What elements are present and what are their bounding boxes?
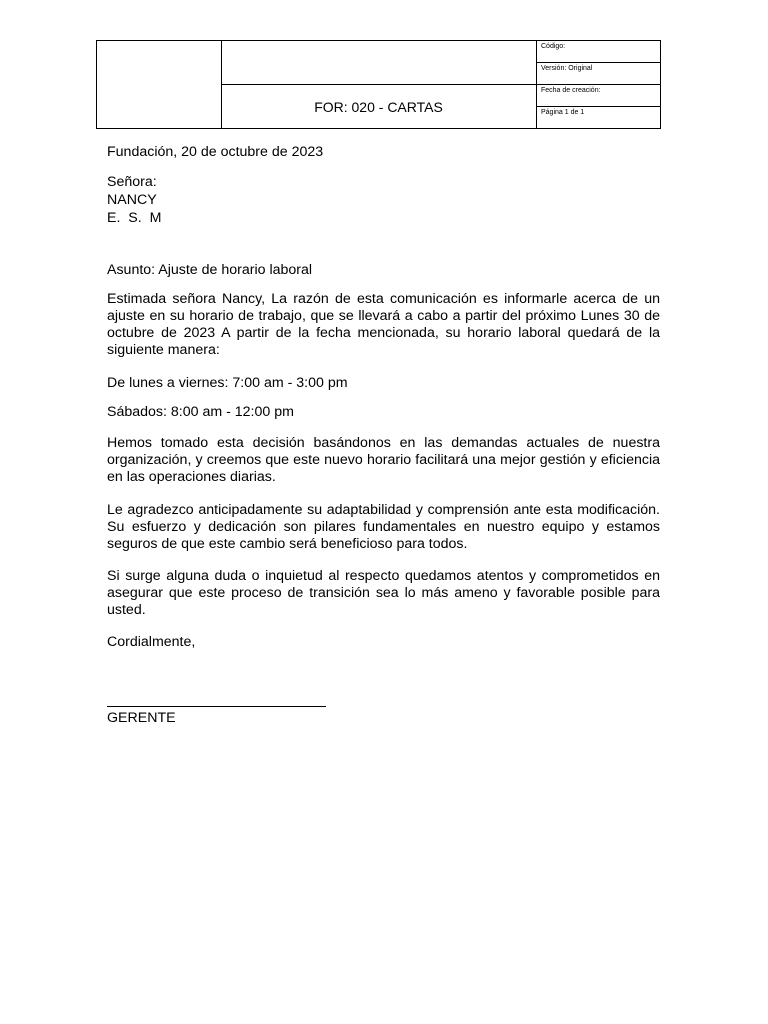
codigo-label: Código: <box>537 41 660 63</box>
logo-cell <box>97 41 222 128</box>
header-blank-cell <box>221 41 537 85</box>
fecha-creacion-label: Fecha de creación: <box>537 85 660 107</box>
paragraph-3: Le agradezco anticipadamente su adaptabilidad y comprensión ante esta modificación. Su esfuerzo y dedicación son pilares fundamentales en nuestro equipo y estamos seguros de que este cambio será beneficioso para todos. <box>107 502 660 552</box>
salutation: Señora: <box>107 174 157 190</box>
form-title: FOR: 020 - CARTAS <box>221 85 537 128</box>
signature-title: GERENTE <box>107 710 176 726</box>
version-label: Versión: Original <box>537 63 660 85</box>
schedule-saturday: Sábados: 8:00 am - 12:00 pm <box>107 404 294 420</box>
form-header-table <box>96 40 661 129</box>
paragraph-4: Si surge alguna duda o inquietud al respecto quedamos atentos y comprometidos en asegurar que este proceso de transición sea lo más ameno y favorable posible para usted. <box>107 568 660 618</box>
place-date: Fundación, 20 de octubre de 2023 <box>107 144 324 160</box>
paragraph-2: Hemos tomado esta decisión basándonos en las demandas actuales de nuestra organización, y creemos que este nuevo horario facilitará una mejor gestión y eficiencia en las operaciones diarias. <box>107 435 660 485</box>
schedule-weekdays: De lunes a viernes: 7:00 am - 3:00 pm <box>107 375 348 391</box>
recipient-name: NANCY <box>107 192 157 208</box>
paragraph-1: Estimada señora Nancy, La razón de esta comunicación es informarle acerca de un ajuste en su horario de trabajo, que se llevará a cabo a partir del próximo Lunes 30 de octubre de 2023 A partir de la fecha mencionada, su horario laboral quedará de la siguiente manera: <box>107 291 660 358</box>
signature-line <box>107 706 326 707</box>
pagina-label: Página 1 de 1 <box>541 109 585 116</box>
subject-line: Asunto: Ajuste de horario laboral <box>107 262 313 278</box>
closing: Cordialmente, <box>107 634 196 650</box>
recipient-abbrev: E. S. M <box>107 210 162 226</box>
